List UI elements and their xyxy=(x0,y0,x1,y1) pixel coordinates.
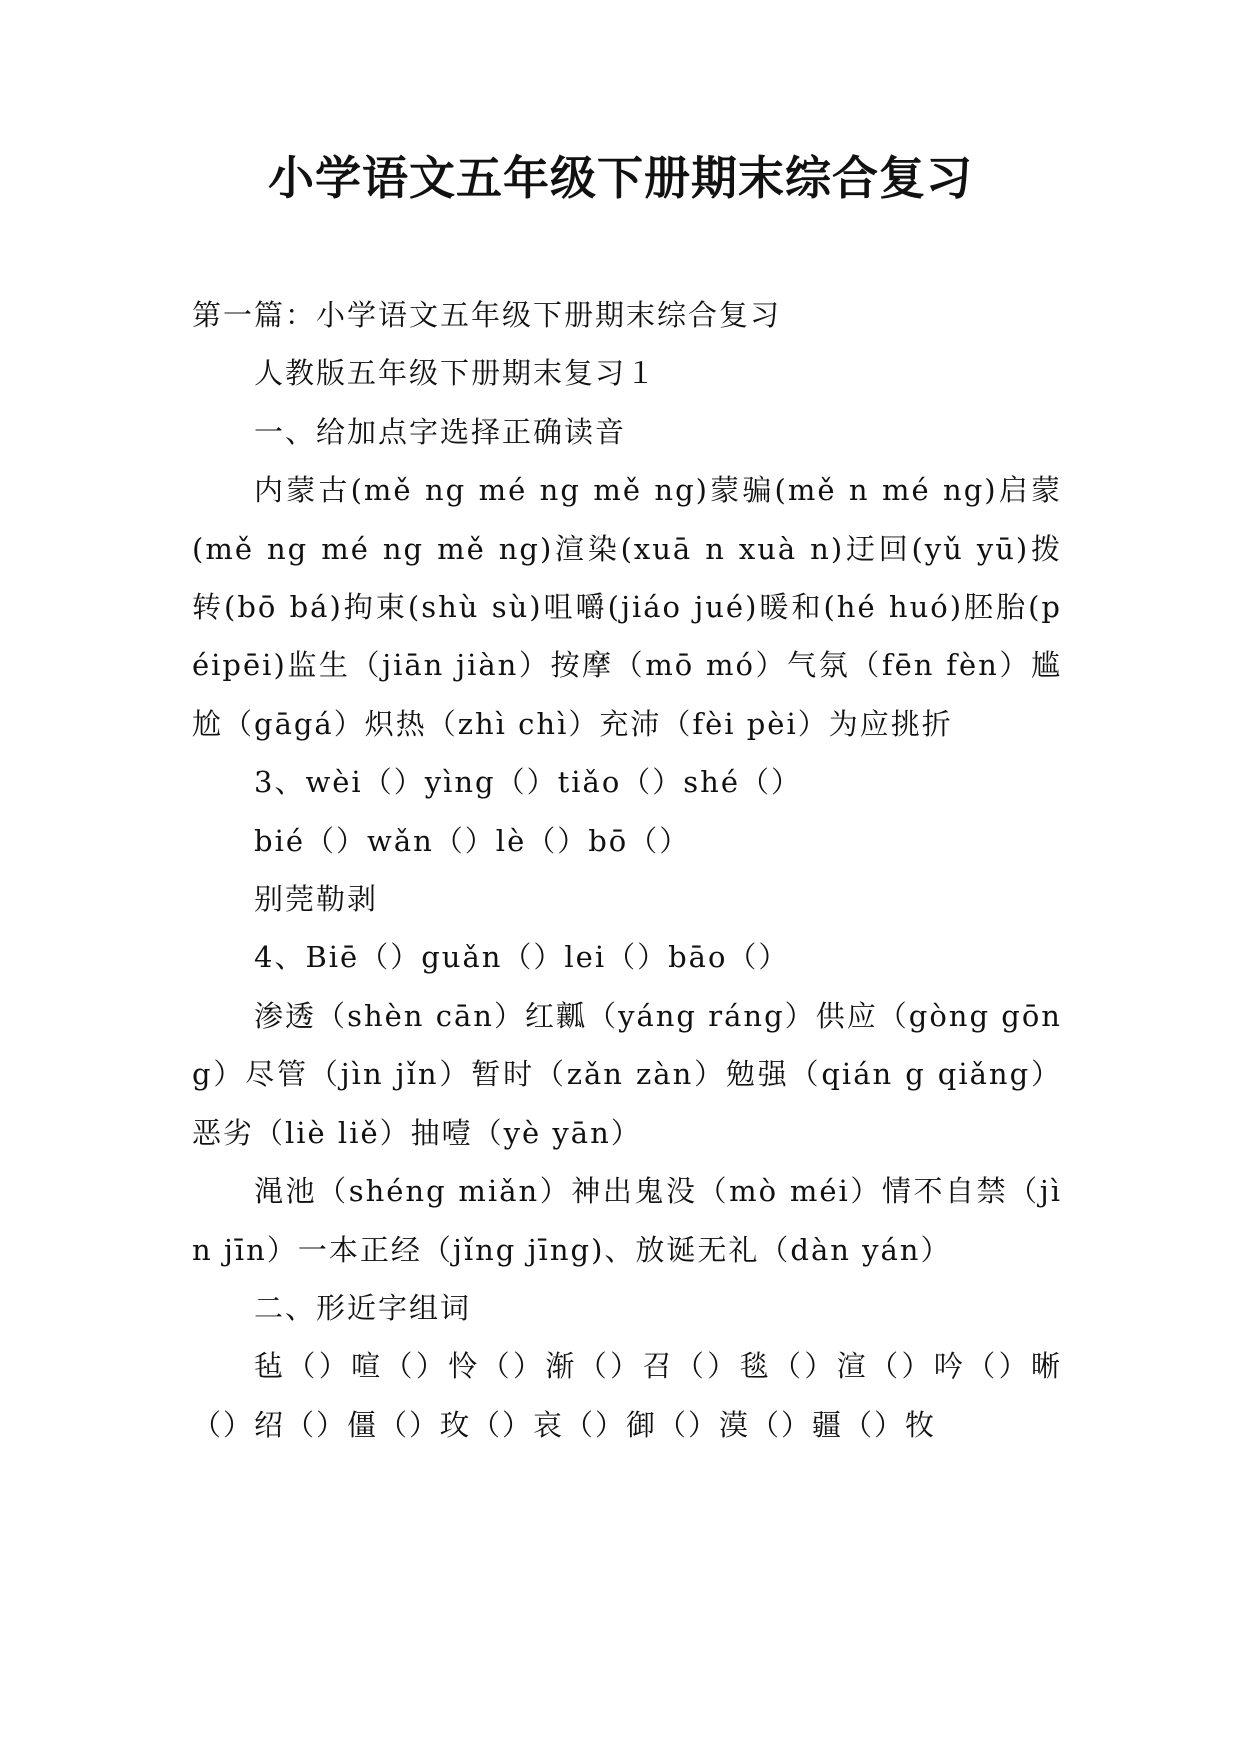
document-title: 小学语文五年级下册期末综合复习 xyxy=(268,151,973,205)
paragraph: 人教版五年级下册期末复习１ xyxy=(254,356,658,391)
paragraph: 内蒙古(mě ng mé ng mě ng)蒙骗(mě n mé ng)启蒙(mě ng mé ng mě ng)渲染(xuā n xuà n)迂回(yǔ yū)拨转(bō bá)拘束(shù sù)咀嚼(jiáo jué)暖和(hé huó)胚胎(péipēi)监生（jiān jiàn）按摩（mō mó）气氛（fēn fèn）尴尬（gāgá）炽热（zhì chì）充沛（fèi pèi）为应挑折 xyxy=(192,473,1062,741)
paragraph: 毡（）喧（）怜（）渐（）召（）毯（）渲（）吟（）晰（）绍（）僵（）玫（）哀（）御（）漠（）疆（）牧 xyxy=(192,1349,1062,1442)
paragraph: 一、给加点字选择正确读音 xyxy=(254,414,627,449)
paragraph: bié（）wǎn（）lè（）bō（） xyxy=(254,823,691,858)
paragraph: 渑池（shéng miǎn）神出鬼没（mò méi）情不自禁（jìn jīn）一本正经（jǐng jīng)、放诞无礼（dàn yán） xyxy=(192,1174,1062,1267)
document-body xyxy=(192,286,1062,1454)
paragraph: 渗透（shèn cān）红瓤（yáng ráng）供应（gòng gōng）尽管（jìn jǐn）暂时（zǎn zàn）勉强（qián g qiǎng）恶劣（liè liě）抽噎（yè yān） xyxy=(192,998,1062,1150)
paragraph: 第一篇：小学语文五年级下册期末综合复习 xyxy=(192,298,782,332)
paragraph: 别莞勒剥 xyxy=(254,882,379,917)
paragraph: 4、Biē（）guǎn（）lei（）bāo（） xyxy=(254,940,790,975)
paragraph: 3、wèi（）yìng（）tiǎo（）shé（） xyxy=(254,765,803,800)
paragraph: 二、形近字组词 xyxy=(254,1290,472,1325)
